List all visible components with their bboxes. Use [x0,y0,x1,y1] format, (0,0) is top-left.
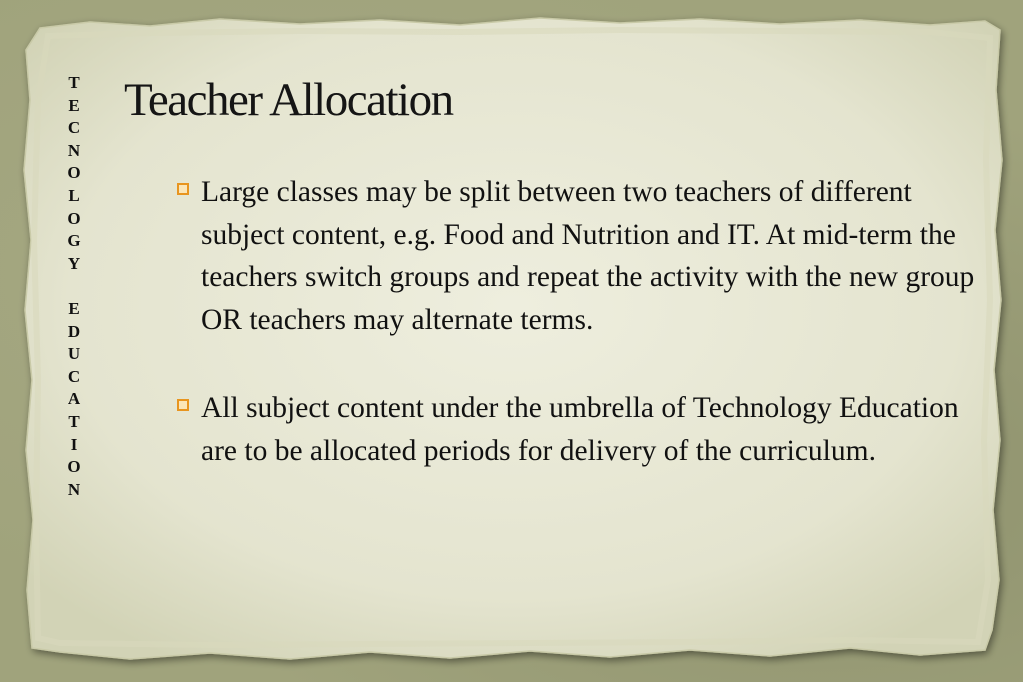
side-letter: U [67,344,81,364]
side-letter: C [67,366,81,386]
bullet-item [175,387,975,472]
side-letter: N [67,140,81,160]
side-letter: E [68,95,80,115]
side-letter: I [70,434,78,454]
side-letter: Y [67,253,81,273]
side-letter: D [67,321,81,341]
side-letter: N [67,479,81,499]
side-letter: L [68,185,80,205]
side-label-gap [64,275,84,298]
side-letter: C [67,118,81,138]
bullet-text: Large classes may be split between two teachers of different subject content, e.g. Food and Nutrition and IT. At mid-term the teachers switch groups and repeat the activity with the new group OR teachers may alternate terms. [201,176,975,336]
bullet-text: All subject content under the umbrella of Technology Education are to be allocated periods for delivery of the curriculum. [201,392,959,467]
side-letter: T [68,411,80,431]
square-bullet-icon [177,183,189,195]
bullet-item [175,171,975,341]
square-bullet-icon [177,399,189,411]
side-letter: G [67,231,81,251]
side-letter: O [67,163,81,183]
side-letter: A [67,389,81,409]
side-letter: O [67,208,81,228]
side-vertical-label [64,72,84,501]
side-letter: E [68,298,80,318]
side-letter: O [67,457,81,477]
slide-title: Teacher Allocation [124,74,453,126]
bullet-list [175,171,975,472]
side-letter: T [68,73,80,92]
